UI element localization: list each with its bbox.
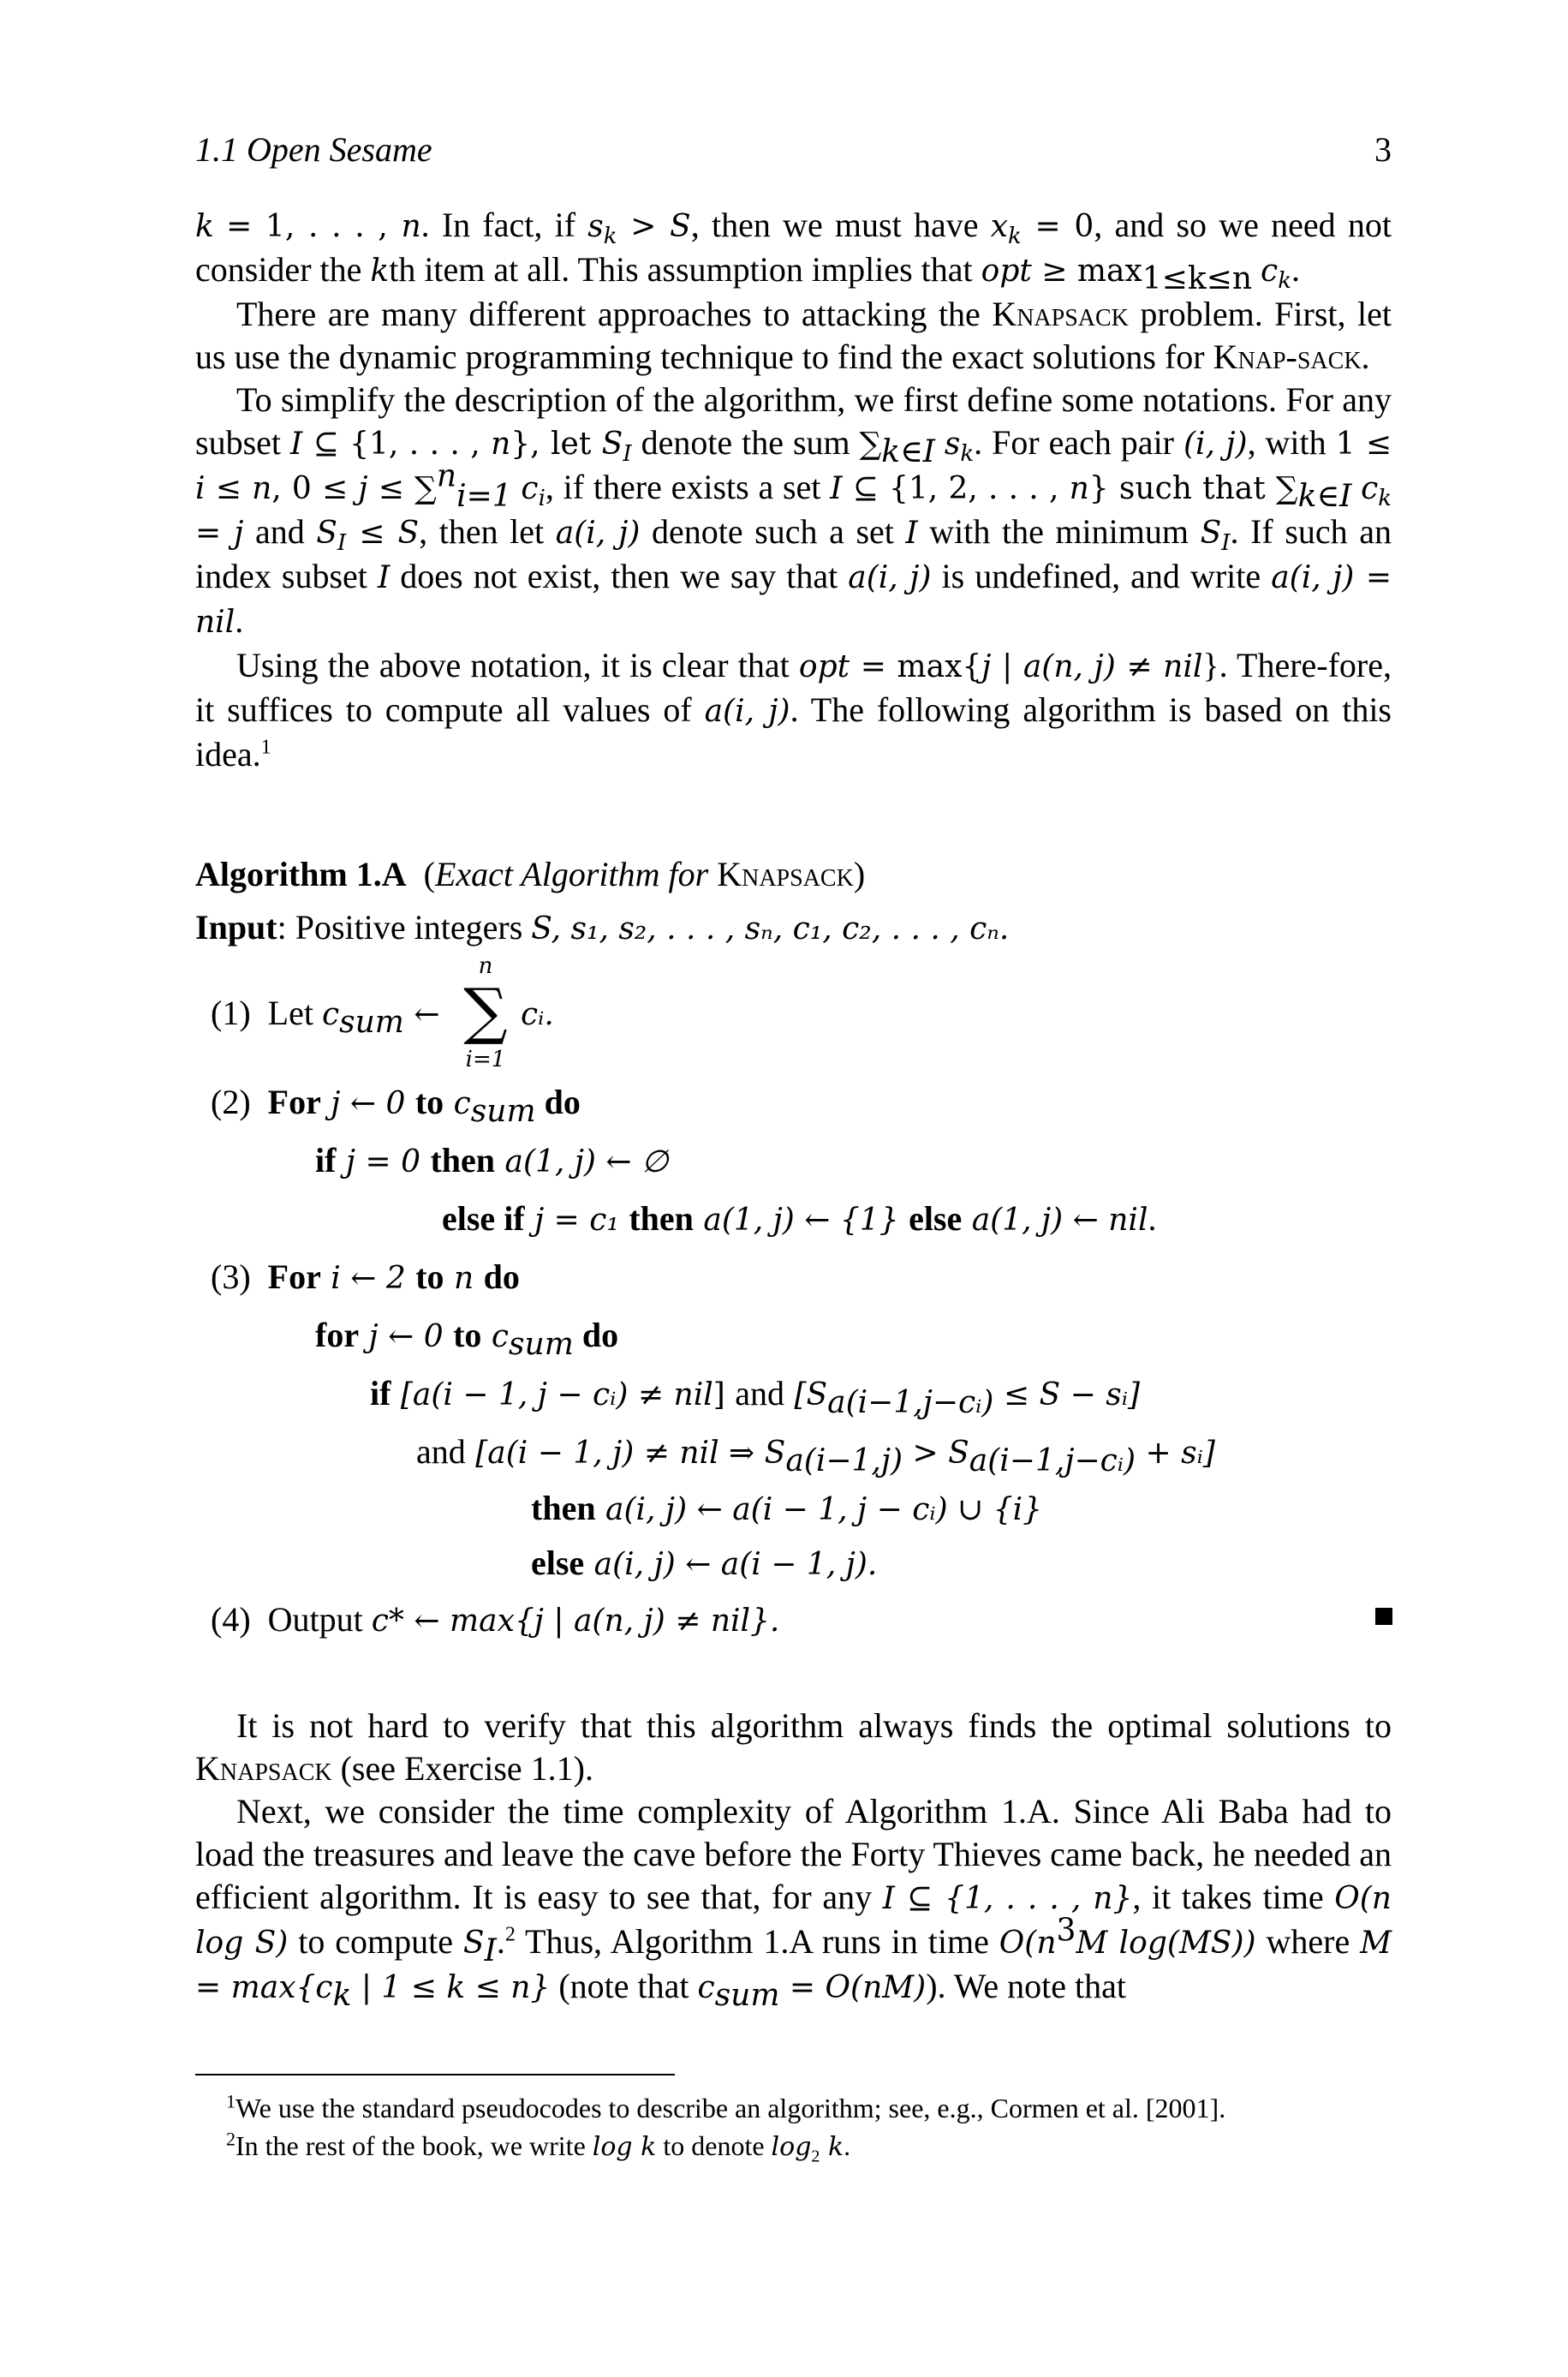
running-header — [195, 128, 1392, 171]
paragraph-5: It is not hard to verify that this algorithm always finds the optimal solutions to Knapsack (see Exercise 1.1). — [195, 1706, 1392, 1788]
step-3: (3) For i ← 2 to n do — [211, 1257, 520, 1296]
paragraph-1: k = 1, . . . , n. In fact, if $s_k > S$, then we must have $x_k = 0$, and so we need not consider the kth item at all. This assumption implies that opt ≥ $\max_{1\le k\le n} c_k$. — [195, 206, 1392, 296]
paragraph-3: To simplify the description of the algorithm, we first define some notations. For any subset I ⊆ {1, . . . , n}, let $S_I$ denote the sum $\sum_{k\in I}$ $s_k$. For each pair (i, j), with 1 ≤ i ≤ n, 0 ≤ j ≤ ∑$^n_{i=1}$ $c_i$, if there exists a set I ⊆ {1, 2, . . . , n} such that $\sum_{k\in I}$ $c_k = j$ and $S_I \le S$, then let a(i, j) denote such a set I with the minimum $S_I$. If such an index subset I does not exist, then we say that a(i, j) is undefined, and write a(i, j) = nil. — [195, 380, 1392, 640]
step-3-else: else a(i, j) ← a(i − 1, j). — [531, 1544, 878, 1582]
footnote-ref-2: 2 — [504, 1923, 516, 1946]
footnote-2: $^2$In the rest of the book, we write log k to denote $\log_2 k$. — [226, 2128, 851, 2166]
step-2-else-if: else if j = c₁ then a(1, j) ← {1} else a(1, j) ← nil. — [442, 1199, 1157, 1238]
step-1: (1) Let $c_{sum}$ ← — [211, 994, 440, 1040]
end-of-proof-square — [1375, 1608, 1392, 1625]
body-text-top — [195, 204, 1392, 776]
step-2: (2) For j ← 0 to $c_{sum}$ do — [211, 1083, 581, 1129]
step-4: (4) Output c* ← max{j | a(n, j) ≠ nil}. — [211, 1600, 780, 1639]
step-3-and: and [a(i − 1, j) ≠ nil ⇒ $S_{a(i-1,j)} > S_{a(i-1,j-cᵢ)}$ + sᵢ] — [416, 1432, 1215, 1478]
step-2-if: if j = 0 then a(1, j) ← ∅ — [315, 1141, 669, 1180]
paragraph-4: Using the above notation, it is clear that opt = max{j | a(n, j) ≠ nil}. There-fore, it suffices to compute all values of a(i, j). The following algorithm is based on this idea.$^1$ — [195, 646, 1392, 773]
footnote-1: $^1$We use the standard pseudocodes to describe an algorithm; see, e.g., Cormen et al. [2001]. — [226, 2090, 1226, 2123]
algorithm-title: Algorithm 1.A (Exact Algorithm for Knapsack) — [195, 855, 866, 893]
sum-lower-limit: i=1 — [465, 1047, 506, 1072]
body-text-bottom — [195, 1705, 1392, 2013]
step-3-inner-for: for j ← 0 to $c_{sum}$ do — [315, 1316, 619, 1362]
paragraph-2: There are many different approaches to attacking the Knapsack problem. First, let us use the dynamic programming technique to find the exact solutions for Knap-sack. — [195, 295, 1392, 376]
footnote-rule — [195, 2074, 675, 2075]
step-3-then: then a(i, j) ← a(i − 1, j − cᵢ) ∪ {i} — [531, 1489, 1043, 1527]
section-title: 1.1 Open Sesame — [195, 130, 432, 169]
paragraph-6: Next, we consider the time complexity of Algorithm 1.A. Since Ali Baba had to load the treasures and leave the cave before the Forty Thieves came back, he needed an efficient algorithm. It is easy to see that, for any I ⊆ {1, . . . , n}, it takes time O(n log S) to compute $S_I.^2$ Thus, Algorithm 1.A runs in time $O(n^3M$ log(MS)) where $M = \max\{c_k$ | 1 ≤ k ≤ n} (note that $c_{sum} = O(nM)$). We note that — [195, 1792, 1392, 2013]
sum-upper-limit: n — [478, 953, 493, 979]
sum-sigma: ∑ — [463, 975, 508, 1047]
page-number: 3 — [1374, 130, 1392, 169]
step-3-if: if [a(i − 1, j − cᵢ) ≠ nil] and [$S_{a(i-1,j-cᵢ)} \le S$ − sᵢ] — [370, 1374, 1140, 1420]
algorithm-input: Input: Positive integers S, s₁, s₂, . . . , sₙ, c₁, c₂, . . . , cₙ. — [195, 908, 1010, 947]
sum-term: cᵢ. — [521, 997, 554, 1032]
footnote-ref-1: 1 — [260, 736, 271, 759]
